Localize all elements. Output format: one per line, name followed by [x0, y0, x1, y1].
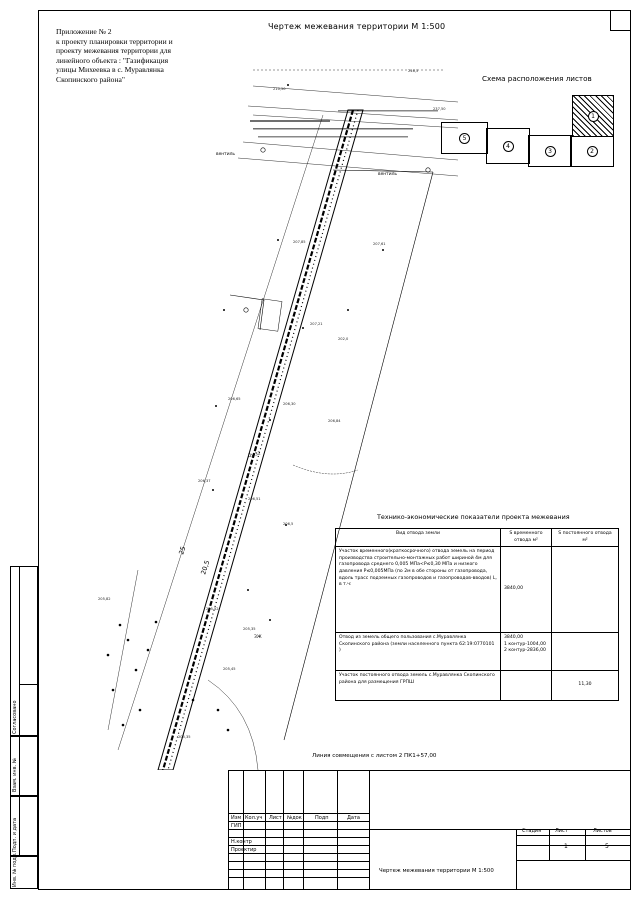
land-type-cell: Участок постоянного отвода земель с.Муравлянка Скопинского района для размещения ГРПШ — [336, 671, 501, 701]
svg-text:207,61: 207,61 — [373, 242, 386, 246]
svg-text:206,37: 206,37 — [198, 479, 211, 483]
side-stamp-replace-inv: Взам. инв. № — [12, 758, 18, 792]
side-stamp-sign-date: Подп. и дата — [12, 817, 18, 852]
stamp-role-gip: ГИП — [231, 823, 242, 829]
svg-text:207,21: 207,21 — [310, 322, 323, 326]
svg-text:210,50: 210,50 — [273, 87, 286, 91]
scheme-sheet-3: 3 — [528, 135, 572, 167]
appendix-line: линейного объекта : "Газификация — [56, 55, 169, 65]
temp-area-cell — [501, 671, 552, 701]
svg-text:206,30: 206,30 — [283, 402, 296, 406]
temp-area-cell: 3840,00 — [501, 547, 552, 633]
stamp-col-data: Дата — [347, 815, 360, 821]
side-stamp-agreed: Согласовано — [12, 700, 18, 734]
pipe-label: Ду 32 — [247, 451, 262, 459]
stamp-drawing-name: Чертеж межевания территории М 1:500 — [379, 868, 494, 874]
stamp-stage-label: Стадия — [522, 828, 542, 834]
appendix-line: проекту межевания территории для — [56, 46, 172, 56]
scheme-sheet-4: 4 — [486, 128, 530, 164]
stamp-col-podp: Подп — [315, 815, 329, 821]
svg-text:205,52: 205,52 — [206, 607, 219, 611]
table-row — [336, 633, 619, 671]
svg-text:206,84: 206,84 — [328, 419, 341, 423]
land-type-cell: Участок временного(краткосрочного) отвода земель на период производства строительно-монтажных работ шириной 4м для газопровода среднего 0,005 МПа<Р≤0,30 МПа и низкого давления Р≤0,005МПа (по 2м в обе стороны от газопровода, вдоль трасс подземных газопроводов и газопроводов-вводов) L, в т.ч: — [336, 547, 501, 633]
alignment-line-note: Линия совмещения с листом 2 ПК1+57,00 — [312, 753, 437, 759]
svg-text:237,50: 237,50 — [433, 107, 446, 111]
svg-text:205,45: 205,45 — [223, 667, 236, 671]
stamp-sheets-label: Листов — [593, 828, 612, 834]
stamp-col-list: Лист — [269, 815, 282, 821]
scheme-sheet-1-current: 1 — [572, 95, 614, 137]
svg-text:205,82: 205,82 — [98, 597, 111, 601]
side-stamp-inv-orig: Инв. № подл. — [12, 852, 18, 887]
appendix-line: к проекту планировки территории и — [56, 36, 173, 46]
appendix-line: Приложение № 2 — [56, 27, 112, 36]
title-block — [228, 770, 631, 890]
tep-table — [335, 528, 619, 701]
land-type-cell: Отвод из земель общего пользования с.Муравлянка Скопинского района (земли населенного пункта 62:19:0770101 ) — [336, 633, 501, 671]
table-row — [336, 671, 619, 701]
gate-label: вентиль — [216, 152, 235, 157]
stamp-sheet-no: 1 — [564, 843, 568, 850]
stamp-sheet-label: Лист — [555, 828, 568, 834]
perm-area-cell — [552, 633, 619, 671]
road-width-label: 25 — [177, 545, 188, 556]
svg-text:202,0: 202,0 — [338, 337, 349, 341]
col-header: Вид отвода земли — [336, 529, 501, 547]
scheme-sheet-2: 2 — [570, 135, 614, 167]
col-header: S временного отвода м² — [501, 529, 552, 547]
svg-text:205,35: 205,35 — [178, 735, 191, 739]
gas-corridor — [158, 110, 363, 770]
tep-title: Технико-экономические показатели проекта межевания — [377, 513, 570, 521]
page-title: Чертеж межевания территории М 1:500 — [268, 22, 446, 31]
stamp-col-izm: Изм — [231, 815, 242, 821]
svg-text:206,51: 206,51 — [248, 497, 261, 501]
stamp-col-ndoc: №док — [287, 815, 302, 821]
temp-area-cell: 3840,00 1 контур-1004,00 2 контур-2836,00 — [501, 633, 552, 671]
table-header-row — [336, 529, 619, 547]
stamp-sheets-total: 5 — [605, 843, 609, 850]
stamp-role-proekt: Проектир — [231, 847, 257, 853]
svg-text:207,85: 207,85 — [293, 240, 306, 244]
scheme-sheet-5: 5 — [441, 122, 488, 154]
table-row — [336, 547, 619, 633]
appendix-note — [56, 27, 231, 85]
house-label: ЗЖ — [254, 635, 262, 640]
appendix-line: Скопинского района" — [56, 74, 126, 84]
gate-label-2: вентиль — [378, 172, 397, 177]
svg-text:206,5: 206,5 — [283, 522, 294, 526]
perm-area-cell — [552, 547, 619, 633]
scheme-title: Схема расположения листов — [482, 74, 592, 83]
appendix-line: улицы Михеевка в с. Муравлянка — [56, 65, 164, 75]
stamp-role-ncontr: Н.контр — [231, 839, 252, 845]
svg-text:206,65: 206,65 — [228, 397, 241, 401]
col-header: S постоянного отвода м² — [552, 529, 619, 547]
stamp-col-koluch: Кол.уч — [245, 815, 263, 821]
sheet-scheme — [441, 90, 621, 180]
svg-text:205,35: 205,35 — [243, 627, 256, 631]
distance-label: 20,5 — [199, 559, 212, 576]
side-stamp — [10, 566, 38, 889]
perm-area-cell: 11,30 — [552, 671, 619, 701]
svg-text:246,5: 246,5 — [408, 69, 419, 73]
